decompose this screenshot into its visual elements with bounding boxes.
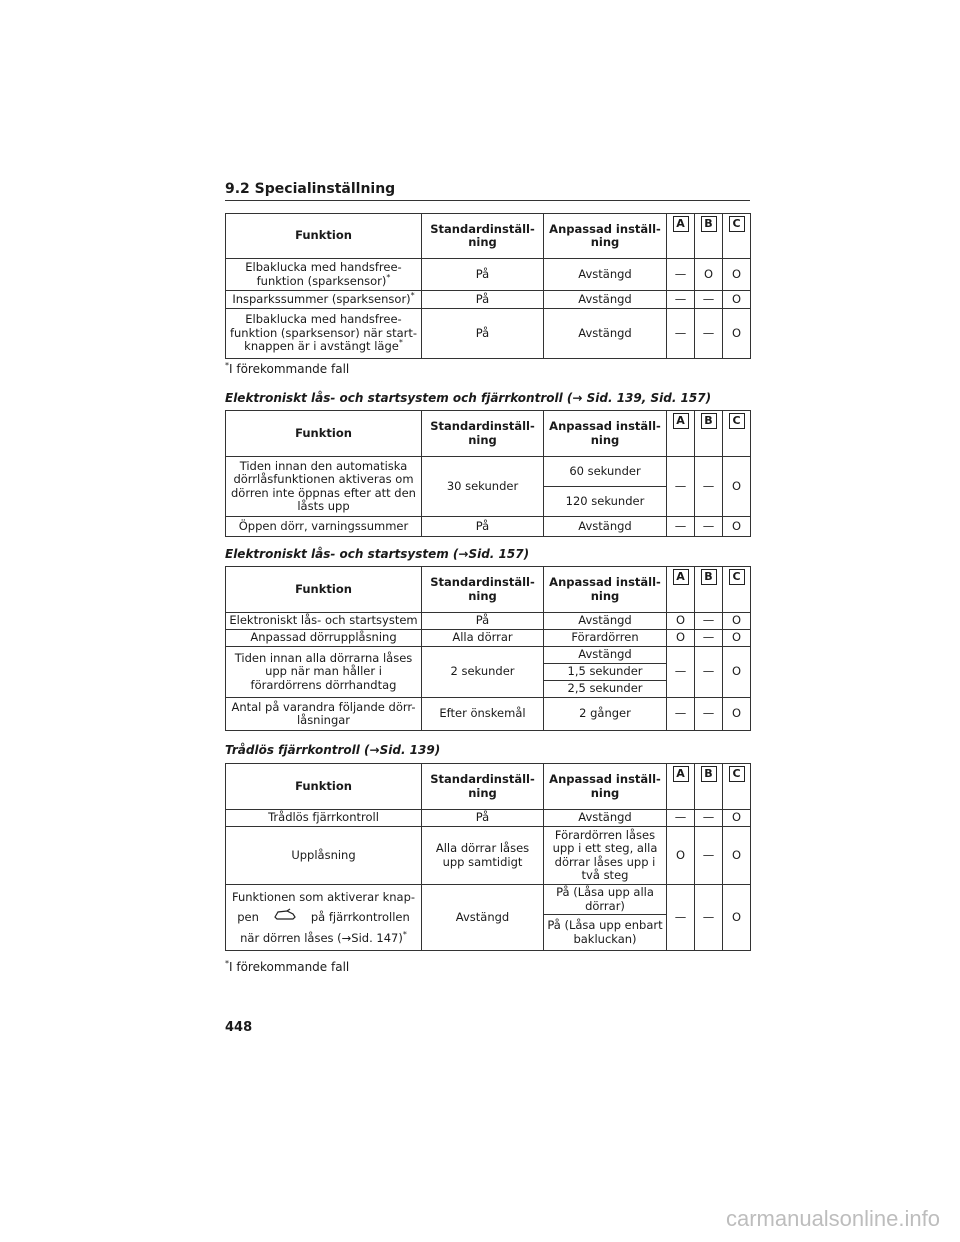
table-row: [226, 517, 751, 537]
col-standard: Standardinställ-ning: [422, 214, 544, 259]
row-b: —: [695, 647, 723, 698]
row-anpassad: Avstängd: [544, 517, 667, 537]
row-anpassad-option: 60 sekunder: [544, 457, 667, 487]
table-row: [226, 698, 751, 731]
table-row: [226, 291, 751, 309]
row-b: —: [695, 885, 723, 951]
footnote-star: *: [225, 361, 229, 370]
footnote-star: *: [225, 959, 229, 968]
col-funktion: Funktion: [226, 214, 422, 259]
table-row: [226, 630, 751, 647]
row-standard: På: [422, 517, 544, 537]
row-funktion: Trådlös fjärrkontroll: [226, 810, 422, 827]
row-funktion: Tiden innan alla dörrarna låses upp när man håller i förardörrens dörrhandtag: [226, 647, 422, 698]
mark-c-icon: C: [729, 569, 745, 585]
mark-a-icon: A: [673, 413, 689, 429]
row-a: —: [667, 259, 695, 291]
section-heading: 9.2 Specialinställning: [225, 181, 396, 197]
row-anpassad: Avstängd: [544, 259, 667, 291]
mark-b-icon: B: [701, 216, 717, 232]
row-c: O: [723, 698, 751, 731]
table-header-row: [226, 567, 751, 613]
table-row: [226, 309, 751, 359]
row-standard: På: [422, 259, 544, 291]
row-standard: Avstängd: [422, 885, 544, 951]
row-c: O: [723, 827, 751, 885]
row-a: —: [667, 810, 695, 827]
col-funktion: Funktion: [226, 567, 422, 613]
row-funktion: Tiden innan den automatiska dörrlåsfunktionen aktiveras om dörren inte öppnas efter att den låsts upp: [226, 457, 422, 517]
row-standard: På: [422, 309, 544, 359]
row-a: —: [667, 291, 695, 309]
row-funktion: Elbaklucka med handsfree-funktion (sparksensor) när start-knappen är i avstängt läge: [229, 312, 418, 354]
table-row: [226, 885, 751, 915]
mark-a-icon: A: [673, 216, 689, 232]
row-c: O: [723, 309, 751, 359]
row-b: —: [695, 291, 723, 309]
row-funktion: [226, 885, 422, 951]
row-c: O: [723, 630, 751, 647]
row-a: O: [667, 613, 695, 630]
mark-b-icon: B: [701, 569, 717, 585]
row-funktion-line: [229, 928, 418, 948]
row-standard: På: [422, 291, 544, 309]
table-row: [226, 259, 751, 291]
col-anpassad: Anpassad inställ-ning: [544, 214, 667, 259]
col-standard: Standardinställ-ning: [422, 567, 544, 613]
row-funktion: Öppen dörr, varningssummer: [226, 517, 422, 537]
row-funktion-text: pen: [237, 910, 259, 925]
row-c: O: [723, 291, 751, 309]
row-anpassad: Avstängd: [544, 291, 667, 309]
row-a: —: [667, 698, 695, 731]
row-c: O: [723, 517, 751, 537]
col-standard: Standardinställ-ning: [422, 411, 544, 457]
row-anpassad: 2 gånger: [544, 698, 667, 731]
row-standard: 30 sekunder: [422, 457, 544, 517]
row-anpassad: Förardörren: [544, 630, 667, 647]
page-header: [225, 178, 750, 201]
row-funktion: Elbaklucka med handsfree-funktion (sparksensor): [245, 260, 402, 288]
footnote: [225, 362, 349, 376]
mark-c-icon: C: [729, 766, 745, 782]
row-a: —: [667, 647, 695, 698]
col-funktion: Funktion: [226, 764, 422, 810]
mark-b-icon: B: [701, 766, 717, 782]
row-c: O: [723, 810, 751, 827]
row-c: O: [723, 613, 751, 630]
row-a: —: [667, 457, 695, 517]
row-b: —: [695, 827, 723, 885]
row-b: —: [695, 457, 723, 517]
footnote-star: *: [410, 290, 415, 300]
col-anpassad: Anpassad inställ-ning: [544, 764, 667, 810]
row-anpassad-option: 120 sekunder: [544, 487, 667, 517]
table-row: [226, 457, 751, 487]
table-row: [226, 613, 751, 630]
settings-table-3: [225, 566, 751, 731]
row-anpassad: Avstängd: [544, 309, 667, 359]
row-c: O: [723, 457, 751, 517]
table-header-row: [226, 764, 751, 810]
row-anpassad-option: På (Låsa upp enbart bakluckan): [544, 915, 667, 951]
row-anpassad: Avstängd: [544, 613, 667, 630]
col-anpassad: Anpassad inställ-ning: [544, 567, 667, 613]
row-funktion: Insparkssummer (sparksensor): [232, 291, 411, 306]
footnote-text: I förekommande fall: [229, 362, 350, 376]
row-b: —: [695, 810, 723, 827]
mark-b-icon: B: [701, 413, 717, 429]
mark-a-icon: A: [673, 569, 689, 585]
row-anpassad-option: 2,5 sekunder: [544, 681, 667, 698]
table-row: [226, 647, 751, 664]
page-number: 448: [225, 1020, 253, 1035]
watermark: carmanualsonline.info: [725, 1206, 940, 1231]
section-title: Elektroniskt lås- och startsystem och fjärrkontroll (→ Sid. 139, Sid. 157): [225, 391, 712, 405]
row-a: O: [667, 630, 695, 647]
row-a: O: [667, 827, 695, 885]
footnote-star: *: [398, 338, 403, 348]
row-funktion: Anpassad dörrupplåsning: [226, 630, 422, 647]
table-header-row: [226, 214, 751, 259]
row-funktion: Elektroniskt lås- och startsystem: [226, 613, 422, 630]
row-b: —: [695, 613, 723, 630]
section-title: Elektroniskt lås- och startsystem (→Sid. 157): [225, 547, 530, 561]
car-trunk-icon: [273, 908, 297, 928]
row-a: —: [667, 885, 695, 951]
col-funktion: Funktion: [226, 411, 422, 457]
row-funktion: Antal på varandra följande dörr-låsningar: [226, 698, 422, 731]
row-anpassad-option: Avstängd: [544, 647, 667, 664]
row-standard: Efter önskemål: [422, 698, 544, 731]
row-funktion-line: Funktionen som aktiverar knap-: [231, 890, 416, 905]
row-standard: 2 sekunder: [422, 647, 544, 698]
mark-a-icon: A: [673, 766, 689, 782]
footnote-text: I förekommande fall: [229, 960, 350, 974]
row-c: O: [723, 647, 751, 698]
settings-table-4: [225, 763, 751, 951]
section-title: Trådlös fjärrkontroll (→Sid. 139): [225, 743, 441, 757]
mark-c-icon: C: [729, 413, 745, 429]
row-funktion: Upplåsning: [226, 827, 422, 885]
footnote: [225, 960, 349, 974]
settings-table-2: [225, 410, 751, 537]
footnote-star: *: [386, 272, 391, 282]
mark-c-icon: C: [729, 216, 745, 232]
settings-table-1: [225, 213, 751, 359]
col-anpassad: Anpassad inställ-ning: [544, 411, 667, 457]
row-c: O: [723, 885, 751, 951]
row-standard: På: [422, 613, 544, 630]
row-anpassad-option: 1,5 sekunder: [544, 664, 667, 681]
row-b: O: [695, 259, 723, 291]
row-funktion-line: [229, 907, 418, 928]
row-standard: Alla dörrar: [422, 630, 544, 647]
table-header-row: [226, 411, 751, 457]
row-anpassad: Förardörren låses upp i ett steg, alla dörrar låses upp i två steg: [544, 827, 667, 885]
row-funktion-text: på fjärrkontrollen: [310, 910, 410, 925]
table-row: [226, 827, 751, 885]
table-row: [226, 810, 751, 827]
row-anpassad: Avstängd: [544, 810, 667, 827]
row-a: —: [667, 309, 695, 359]
row-b: —: [695, 517, 723, 537]
row-anpassad-option: På (Låsa upp alla dörrar): [544, 885, 667, 915]
row-funktion-text: när dörren låses (→Sid. 147): [240, 930, 403, 945]
row-c: O: [723, 259, 751, 291]
col-standard: Standardinställ-ning: [422, 764, 544, 810]
row-a: —: [667, 517, 695, 537]
footnote-star: *: [402, 929, 407, 939]
row-b: —: [695, 309, 723, 359]
row-b: —: [695, 630, 723, 647]
row-standard: På: [422, 810, 544, 827]
row-b: —: [695, 698, 723, 731]
row-standard: Alla dörrar låses upp samtidigt: [422, 827, 544, 885]
